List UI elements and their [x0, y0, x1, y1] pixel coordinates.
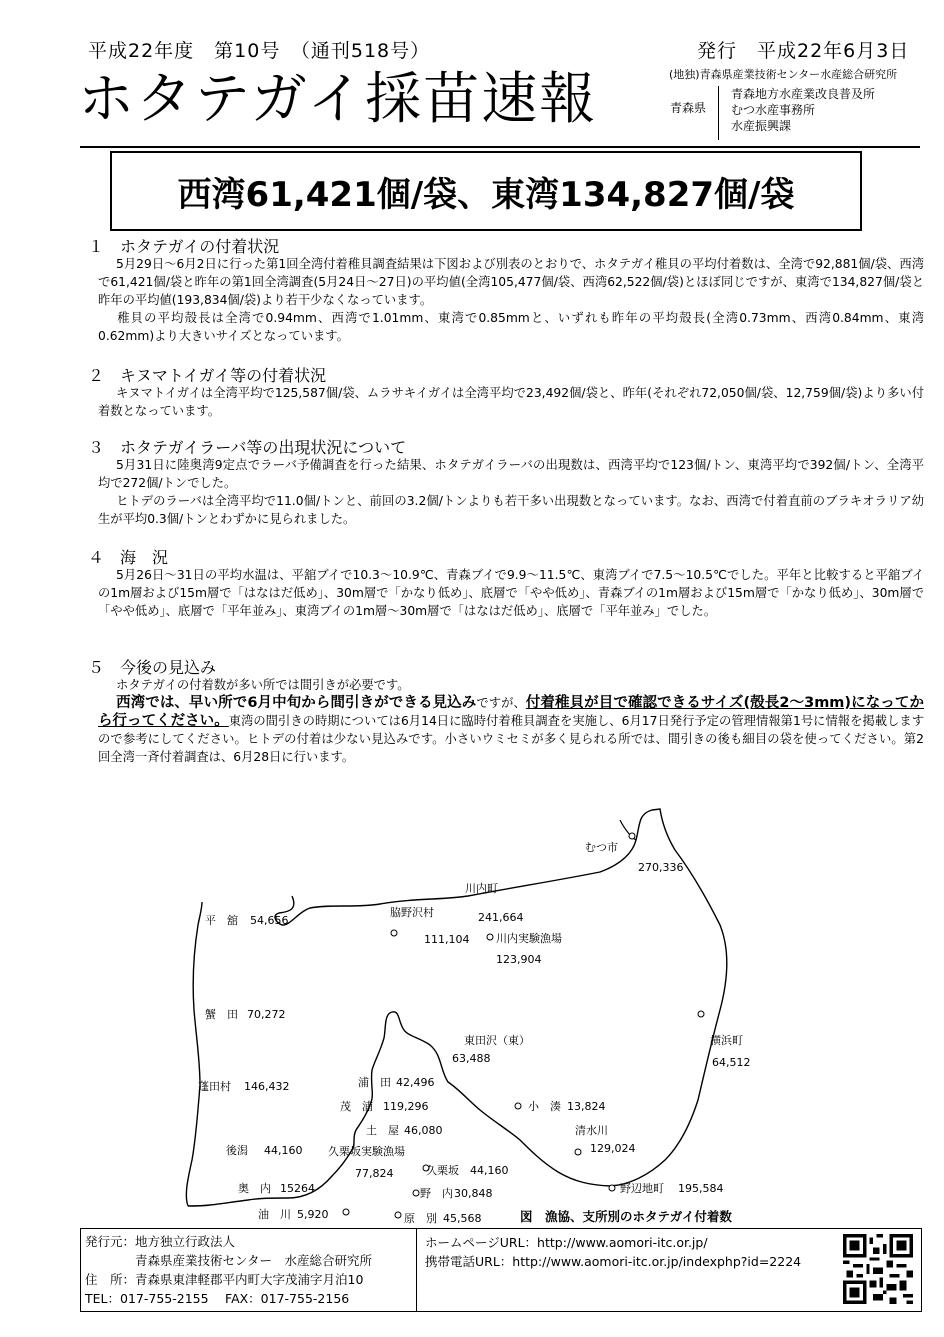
value-kugurizaka: 44,160 [470, 1164, 509, 1177]
label-urata: 浦 田 [358, 1076, 391, 1089]
label-wakinosawa: 脇野沢村 [390, 906, 434, 919]
section-3-para-1: 5月31日に陸奥湾9定点でラーバ予備調査を行った結果、ホタテガイラーバの出現数は、西湾平均で123個/トン、東湾平均で392個/トン、全湾平均で272個/トンでした。 [98, 458, 924, 490]
marker-kominato [515, 1103, 521, 1109]
section-1-para-1: 5月29日～6月2日に行った第1回全湾付着稚貝調査結果は下図および別表のとおりで、ホタテガイ稚貝の平均付着数は、全湾で92,881個/袋、西湾で61,421個/袋と昨年の第1回全湾調査(5月24日～27日)の平均値(全湾105,477個/袋、西湾62,522個/袋)とほぼ同じですが、東湾で134,827個/袋と昨年の平均値(193,834個/袋)より若干少なくなっています。 [98, 257, 924, 307]
section-3-para-2: ヒトデのラーバは全湾平均で11.0個/トンと、前回の3.2個/トンよりも若干多い出現数となっています。なお、西湾で付着直前のブラキオラリア幼生が平均0.3個/トンとわずかに見られました。 [98, 494, 924, 526]
label-shimizugawa: 清水川 [575, 1124, 608, 1137]
section-4-heading: ４ 海 況 [88, 548, 169, 567]
value-nonai: 30,848 [454, 1187, 493, 1200]
footer-publisher [81, 1229, 417, 1311]
marker-nonai [413, 1190, 419, 1196]
value-yokohama: 64,512 [712, 1056, 751, 1069]
section-1-body [98, 255, 924, 345]
value-tsuchiya: 46,080 [404, 1124, 443, 1137]
section-4-para-1: 5月26日～31日の平均水温は、平舘ブイで10.3～10.9℃、青森ブイで9.9～11.5℃、東湾ブイで7.5～10.5℃でした。平年と比較すると平舘ブイの1m層および15m層で「はなはだ低め」、30m層で「かなり低め」、底層で「やや低め」、青森ブイの1m層および15m層で「かなり低め」、30m層で「やや低め」、底層で「平年並み」、東湾ブイの1m層～30m層で「はなはだ低め」、底層で「平年並み」でした。 [98, 568, 924, 618]
label-tsuchiya: 土 屋 [366, 1124, 399, 1137]
value-kanita: 70,272 [247, 1008, 286, 1021]
value-moura: 119,296 [383, 1100, 429, 1113]
value-harabetsu: 45,568 [443, 1212, 482, 1225]
section-3-body [98, 456, 924, 528]
mutsu-bay-map [180, 800, 751, 1230]
headline: 西湾61,421個/袋、東湾134,827個/袋 [177, 174, 795, 215]
value-kawauchi-farm: 123,904 [496, 953, 542, 966]
co-publisher-1: 青森地方水産業改良普及所 [731, 87, 876, 101]
section-5-heading: ５ 今後の見込み [88, 658, 217, 677]
footer [80, 1228, 922, 1312]
value-aburakawa: 5,920 [297, 1208, 329, 1221]
section-5-emphasis-1: 西湾では、早い所で6月中旬から間引きができる見込み [116, 695, 477, 711]
issue-number: 平成22年度 第10号 （通刊518号） [88, 40, 431, 62]
value-noheji: 195,584 [678, 1182, 724, 1195]
label-aburakawa: 油 川 [258, 1208, 291, 1221]
co-publisher-2: むつ水産事務所 [731, 103, 816, 117]
value-kugurizaka-farm: 77,824 [355, 1167, 394, 1180]
label-nonai: 野 内 [420, 1187, 453, 1200]
label-yokohama: 横浜町 [710, 1034, 743, 1047]
footer-line-1: 発行元：地方独立行政法人 [85, 1234, 236, 1249]
marker-kawauchi-farm [487, 934, 493, 940]
co-publisher-3: 水産振興課 [731, 119, 792, 133]
label-kominato: 小 湊 [528, 1100, 561, 1113]
section-2-para-1: キヌマトイガイは全湾平均で125,587個/袋、ムラサキイガイは全湾平均で23,492個/袋と、昨年(それぞれ72,050個/袋、12,759個/袋)より多い付着数となっています。 [98, 386, 924, 418]
marker-yokohama [698, 1011, 704, 1017]
value-kominato: 13,824 [567, 1100, 606, 1113]
section-4-body [98, 566, 924, 620]
section-3-heading: ３ ホタテガイラーバ等の出現状況について [88, 438, 407, 457]
section-2-heading: ２ キヌマトイガイ等の付着状況 [88, 366, 327, 385]
prefecture-label: 青森県 [670, 101, 707, 115]
qr-code-icon [843, 1234, 913, 1304]
marker-harabetsu [395, 1212, 401, 1218]
footer-urls [421, 1229, 841, 1275]
footer-line-3: 住 所：青森県東津軽郡平内町大字茂浦字月泊10 [85, 1272, 364, 1287]
value-hiradate: 54,656 [250, 914, 289, 927]
map-caption: 図 漁協、支所別のホタテガイ付着数 [520, 1209, 732, 1224]
value-ushirogata: 44,160 [264, 1144, 303, 1157]
value-mutsu: 270,336 [638, 861, 684, 874]
label-harabetsu: 原 別 [404, 1212, 437, 1225]
page-title: ホタテガイ採苗速報 [78, 67, 598, 132]
section-5-para-1: ホタテガイの付着数が多い所では間引きが必要です。 [116, 678, 410, 692]
publisher-org: (地独)青森県産業技術センター水産総合研究所 [669, 68, 898, 81]
label-mutsu: むつ市 [585, 841, 618, 854]
marker-shimizugawa [575, 1149, 581, 1155]
value-kawauchi: 241,664 [478, 911, 524, 924]
value-shimizugawa: 129,024 [590, 1142, 636, 1155]
marker-aburakawa [343, 1209, 349, 1215]
mobile-url[interactable]: 携帯電話URL：http://www.aomori-itc.or.jp/indexphp?id=2224 [425, 1254, 802, 1269]
co-publishers [718, 86, 875, 140]
marker-mutsu [629, 833, 635, 839]
marker-noheji [609, 1185, 615, 1191]
label-kanita: 蟹 田 [205, 1008, 238, 1021]
headline-box [110, 151, 862, 231]
section-5-emphasis-2: 付着稚貝が目で確認できるサイズ(殻長2～3mm)になってから行ってください。 [98, 695, 924, 729]
section-5-rest: 東湾の間引きの時期については6月14日に臨時付着稚貝調査を実施し、6月17日発行予定の管理情報第1号に情報を掲載しますので参考にしてください。ヒトデの付着は少ない見込みです。小さいウミセミが多く見られる所では、間引きの後も細目の袋を使ってください。第2回全湾一斉付着調査は、6月28日に行います。 [98, 714, 924, 764]
label-hiradate: 平 舘 [205, 914, 238, 927]
value-wakinosawa: 111,104 [424, 933, 470, 946]
label-kawauchi: 川内町 [465, 882, 498, 895]
label-yomogita: 蓬田村 [198, 1080, 231, 1093]
section-2-body [98, 384, 924, 420]
marker-wakinosawa [391, 930, 397, 936]
value-yomogita: 146,432 [244, 1080, 290, 1093]
value-higashitazawa: 63,488 [452, 1052, 491, 1065]
label-kawauchi-farm: 川内実験漁場 [496, 932, 562, 945]
footer-line-2: 青森県産業技術センター 水産総合研究所 [85, 1253, 373, 1268]
value-urata: 42,496 [396, 1076, 435, 1089]
section-1-heading: １ ホタテガイの付着状況 [88, 237, 280, 256]
label-higashitazawa: 東田沢（東） [464, 1034, 530, 1047]
header-rule [80, 146, 920, 148]
footer-line-4: TEL：017-755-2155 FAX：017-755-2156 [85, 1291, 350, 1306]
label-kugurizaka-farm: 久栗坂実験漁場 [328, 1145, 405, 1158]
homepage-url[interactable]: ホームページURL：http://www.aomori-itc.or.jp/ [425, 1235, 708, 1250]
label-ushirogata: 後潟 [226, 1144, 248, 1157]
label-okunai: 奥 内 [238, 1182, 271, 1195]
label-noheji: 野辺地町 [620, 1182, 664, 1195]
label-kugurizaka: 久栗坂 [426, 1164, 459, 1177]
value-okunai: 15264 [280, 1182, 315, 1195]
section-5-body [98, 676, 924, 766]
section-5-connector: ですが、 [476, 696, 526, 710]
issue-date: 発行 平成22年6月3日 [697, 40, 910, 62]
section-1-para-2: 稚貝の平均殻長は全湾で0.94mm、西湾で1.01mm、東湾で0.85mmと、いずれも昨年の平均殻長(全湾0.73mm、西湾0.84mm、東湾0.62mm)より大きいサイズとなっています。 [98, 311, 924, 343]
label-moura: 茂 浦 [340, 1100, 373, 1113]
